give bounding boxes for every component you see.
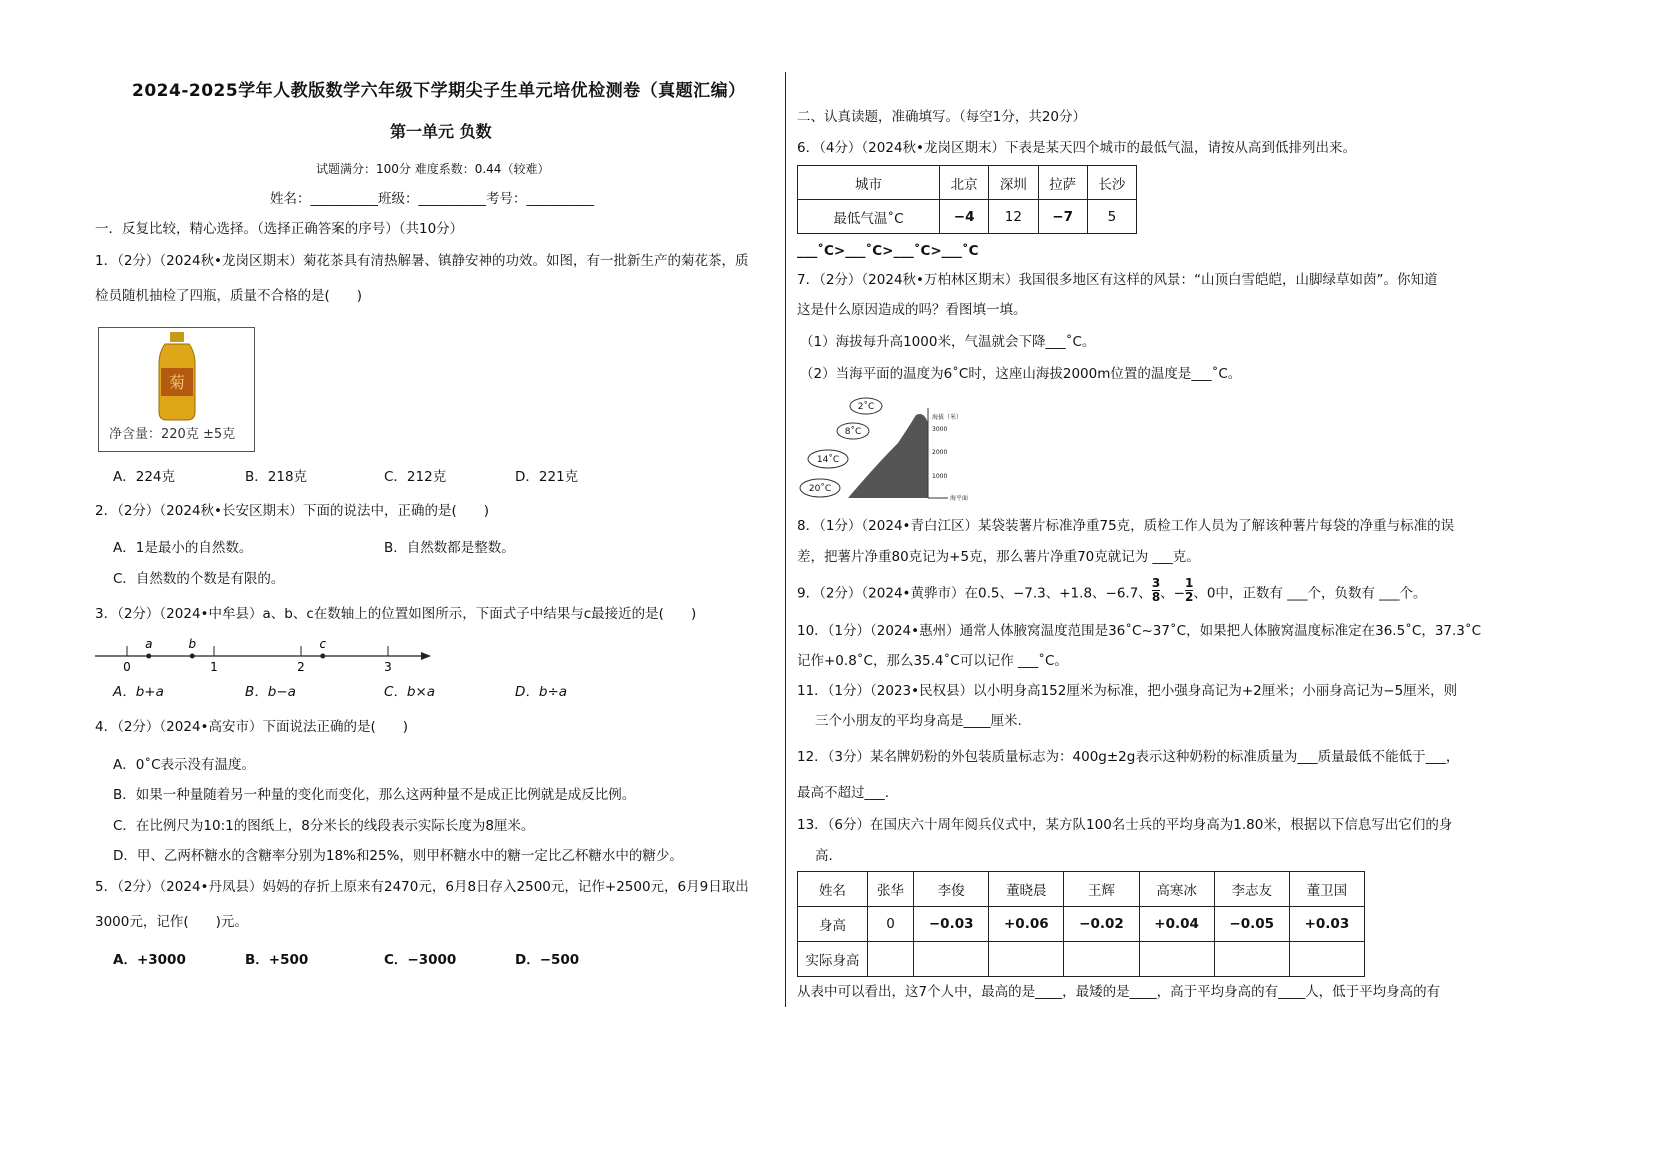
q12-text-2: 最高不超过___. (797, 785, 890, 801)
temp-label: 14˚C (816, 455, 840, 465)
q4-option-a[interactable]: A．0˚C表示没有温度。 (113, 757, 256, 773)
axis-tick-label: 0 (123, 660, 131, 674)
q11-text: 11．（1分）（2023•民权县）以小明身高152厘米为标准，把小强身高记为+2厘米；小丽身高记为−5厘米，则 (797, 683, 1458, 699)
q11-text-2: 三个小朋友的平均身高是____厘米. (815, 713, 1022, 729)
table-header: 李俊 (914, 872, 989, 907)
table-cell: −7 (1038, 200, 1087, 234)
net-content-label: 净含量：220克 ±5克 (109, 427, 236, 442)
q3-option-a[interactable]: A．b+a (113, 684, 164, 700)
table-cell: −4 (940, 200, 989, 234)
table-cell: 0 (868, 907, 914, 942)
q2-option-b[interactable]: B．自然数都是整数。 (384, 540, 515, 556)
q4-option-d[interactable]: D．甲、乙两杯糖水的含糖率分别为18%和25%，则甲杯糖水中的糖一定比乙杯糖水中的糖少。 (113, 848, 683, 864)
table-header: 姓名 (798, 872, 868, 907)
table-cell: 5 (1087, 200, 1136, 234)
axis-tick-label: 3 (384, 660, 392, 674)
city-temperature-table (797, 165, 1137, 234)
q1-option-a[interactable]: A．224克 (113, 469, 176, 485)
answer-cell[interactable] (1214, 942, 1289, 977)
q4-option-b[interactable]: B．如果一种量随着另一种量的变化而变化，那么这两种量不是成正比例就是成反比例。 (113, 787, 636, 803)
q13-text-3: 从表中可以看出，这7个人中，最高的是____，最矮的是____，高于平均身高的有____人，低于平均身高的有 (797, 984, 1441, 1000)
q4-option-c[interactable]: C．在比例尺为10:1的图纸上，8分米长的线段表示实际长度为8厘米。 (113, 818, 535, 834)
axis-point-label: c (319, 637, 327, 651)
q7-sub1: （1）海拔每升高1000米，气温就会下降___˚C。 (800, 334, 1096, 350)
q5-option-d[interactable]: D．−500 (515, 952, 580, 968)
table-cell: −0.02 (1064, 907, 1139, 942)
table-header: 北京 (940, 166, 989, 200)
q3-option-d[interactable]: D．b÷a (515, 684, 568, 700)
q1-option-d[interactable]: D．221克 (515, 469, 579, 485)
sea-level-label: 海平面 (950, 495, 969, 502)
bottle-icon (99, 328, 253, 428)
answer-cell[interactable] (1139, 942, 1214, 977)
altitude-axis-title: 海拔（米） (932, 414, 963, 421)
answer-cell[interactable] (1064, 942, 1139, 977)
q1-option-c[interactable]: C．212克 (384, 469, 447, 485)
answer-cell[interactable] (914, 942, 989, 977)
table-header: 城市 (798, 166, 940, 200)
fraction-3-8: $\frac{3}{8}$ (1151, 576, 1161, 604)
axis-point-label: a (145, 637, 153, 651)
q8-text-2: 差，把薯片净重80克记为+5克，那么薯片净重70克就记为 ___克。 (797, 549, 1200, 565)
q1-text: 1．（2分）（2024秋•龙岗区期末）菊花茶具有清热解暑、镇静安神的功效。如图，有一批新生产的菊花茶，质 (95, 253, 749, 269)
temp-label: 20˚C (808, 484, 832, 494)
q1-option-b[interactable]: B．218克 (245, 469, 308, 485)
number-line (93, 636, 438, 676)
axis-point-label: b (188, 637, 197, 651)
q10-text: 10．（1分）（2024•惠州）通常人体腋窝温度范围是36˚C~37˚C，如果把人体腋窝温度标准定在36.5˚C，37.3˚C (797, 623, 1482, 639)
q2-text: 2．（2分）（2024秋•长安区期末）下面的说法中，正确的是( ) (95, 503, 490, 519)
mountain-altitude-figure (798, 393, 973, 505)
temp-label: 8˚C (844, 427, 862, 437)
q5-text: 5．（2分）（2024•丹凤县）妈妈的存折上原来有2470元，6月8日存入2500元，记作+2500元，6月9日取出 (95, 879, 749, 895)
table-header: 深圳 (989, 166, 1038, 200)
altitude-label: 2000 (932, 449, 948, 456)
altitude-label: 1000 (932, 473, 948, 480)
q10-text-2: 记作+0.8˚C，那么35.4˚C可以记作 ___˚C。 (797, 653, 1068, 669)
q7-text: 7．（2分）（2024秋•万柏林区期末）我国很多地区有这样的风景：“山顶白雪皑皑，山脚绿草如茵”。你知道 (797, 272, 1438, 288)
axis-tick-label: 1 (210, 660, 218, 674)
q7-text-2: 这是什么原因造成的吗？看图填一填。 (797, 302, 1027, 318)
axis-point (320, 654, 325, 659)
table-cell: −0.03 (914, 907, 989, 942)
q3-option-c[interactable]: C．b×a (384, 684, 436, 700)
q5-option-a[interactable]: A．+3000 (113, 952, 186, 968)
q2-option-a[interactable]: A．1是最小的自然数。 (113, 540, 253, 556)
table-cell: +0.06 (989, 907, 1064, 942)
q3-text: 3．（2分）（2024•中牟县）a、b、c在数轴上的位置如图所示，下面式子中结果与c最接近的是( ) (95, 606, 697, 622)
exam-meta: 试题满分：100分 难度系数：0.44（较难） (316, 162, 550, 176)
section2-heading: 二、认真读题，准确填写。（每空1分，共20分） (797, 109, 1087, 125)
q3-option-b[interactable]: B．b−a (245, 684, 296, 700)
q5-option-b[interactable]: B．+500 (245, 952, 309, 968)
q4-text: 4．（2分）（2024•高安市）下面说法正确的是( ) (95, 719, 409, 735)
table-header: 高寒冰 (1139, 872, 1214, 907)
altitude-label: 3000 (932, 426, 948, 433)
q5-option-c[interactable]: C．−3000 (384, 952, 457, 968)
page-title: 2024-2025学年人教版数学六年级下学期尖子生单元培优检测卷（真题汇编） (132, 81, 746, 101)
fraction-1-2: $\frac{1}{2}$ (1184, 576, 1194, 604)
table-header: 拉萨 (1038, 166, 1087, 200)
table-cell: +0.03 (1289, 907, 1364, 942)
table-header: 董卫国 (1289, 872, 1364, 907)
temp-label: 2˚C (857, 402, 875, 412)
table-header: 实际身高 (798, 942, 868, 977)
axis-point (146, 654, 151, 659)
section1-heading: 一．反复比较，精心选择。（选择正确答案的序号）（共10分） (95, 221, 464, 237)
q2-option-c[interactable]: C．自然数的个数是有限的。 (113, 571, 285, 587)
q8-text: 8．（1分）（2024•青白江区）某袋装薯片标准净重75克，质检工作人员为了解该种薯片每袋的净重与标准的误 (797, 518, 1455, 534)
q6-answer-line: ___˚C>___˚C>___˚C>___˚C (797, 243, 979, 259)
table-header: 李志友 (1214, 872, 1289, 907)
q7-sub2: （2）当海平面的温度为6˚C时，这座山海拔2000m位置的温度是___˚C。 (800, 366, 1242, 382)
table-header: 董晓晨 (989, 872, 1064, 907)
table-cell: 最低气温˚C (798, 200, 940, 234)
table-header: 张华 (868, 872, 914, 907)
table-header: 长沙 (1087, 166, 1136, 200)
table-cell: 12 (989, 200, 1038, 234)
answer-cell[interactable] (868, 942, 914, 977)
axis-tick-label: 2 (297, 660, 305, 674)
q13-text-2: 高. (815, 848, 833, 864)
answer-cell[interactable] (989, 942, 1064, 977)
q9-text-b: 、0中，正数有 ___个，负数有 ___个。 (1193, 585, 1427, 602)
q6-text: 6．（4分）（2024秋•龙岗区期末）下表是某天四个城市的最低气温，请按从高到低排列出来。 (797, 140, 1356, 156)
q5-text-2: 3000元，记作( )元。 (95, 914, 248, 930)
tea-bottle-image (98, 327, 255, 452)
unit-subtitle: 第一单元 负数 (390, 122, 492, 141)
q9-text: 9．（2分）（2024•黄骅市）在0.5、−7.3、+1.8、−6.7、 $\frac{3}{8}$ 、− $\frac{1}{2}$ 、0中，正数有 ___个，负数有 ___个。 (797, 576, 1427, 604)
svg-text:菊: 菊 (168, 373, 186, 392)
table-header: 身高 (798, 907, 868, 942)
q13-text: 13．（6分）在国庆六十周年阅兵仪式中，某方队100名士兵的平均身高为1.80米，根据以下信息写出它们的身 (797, 817, 1453, 833)
column-divider (785, 72, 786, 1007)
q12-text: 12．（3分）某名牌奶粉的外包装质量标志为：400g±2g表示这种奶粉的标准质量为___质量最低不能低于___， (797, 749, 1460, 765)
table-cell: −0.05 (1214, 907, 1289, 942)
axis-point (190, 654, 195, 659)
table-header: 王辉 (1064, 872, 1139, 907)
student-info: 姓名：__________班级：__________考号：__________ (270, 191, 594, 207)
answer-cell[interactable] (1289, 942, 1364, 977)
q1-text-2: 检员随机抽检了四瓶，质量不合格的是( ) (95, 288, 363, 304)
q9-text-a: 9．（2分）（2024•黄骅市）在0.5、−7.3、+1.8、−6.7、 (797, 585, 1152, 602)
soldier-height-table (797, 871, 1365, 977)
table-cell: +0.04 (1139, 907, 1214, 942)
